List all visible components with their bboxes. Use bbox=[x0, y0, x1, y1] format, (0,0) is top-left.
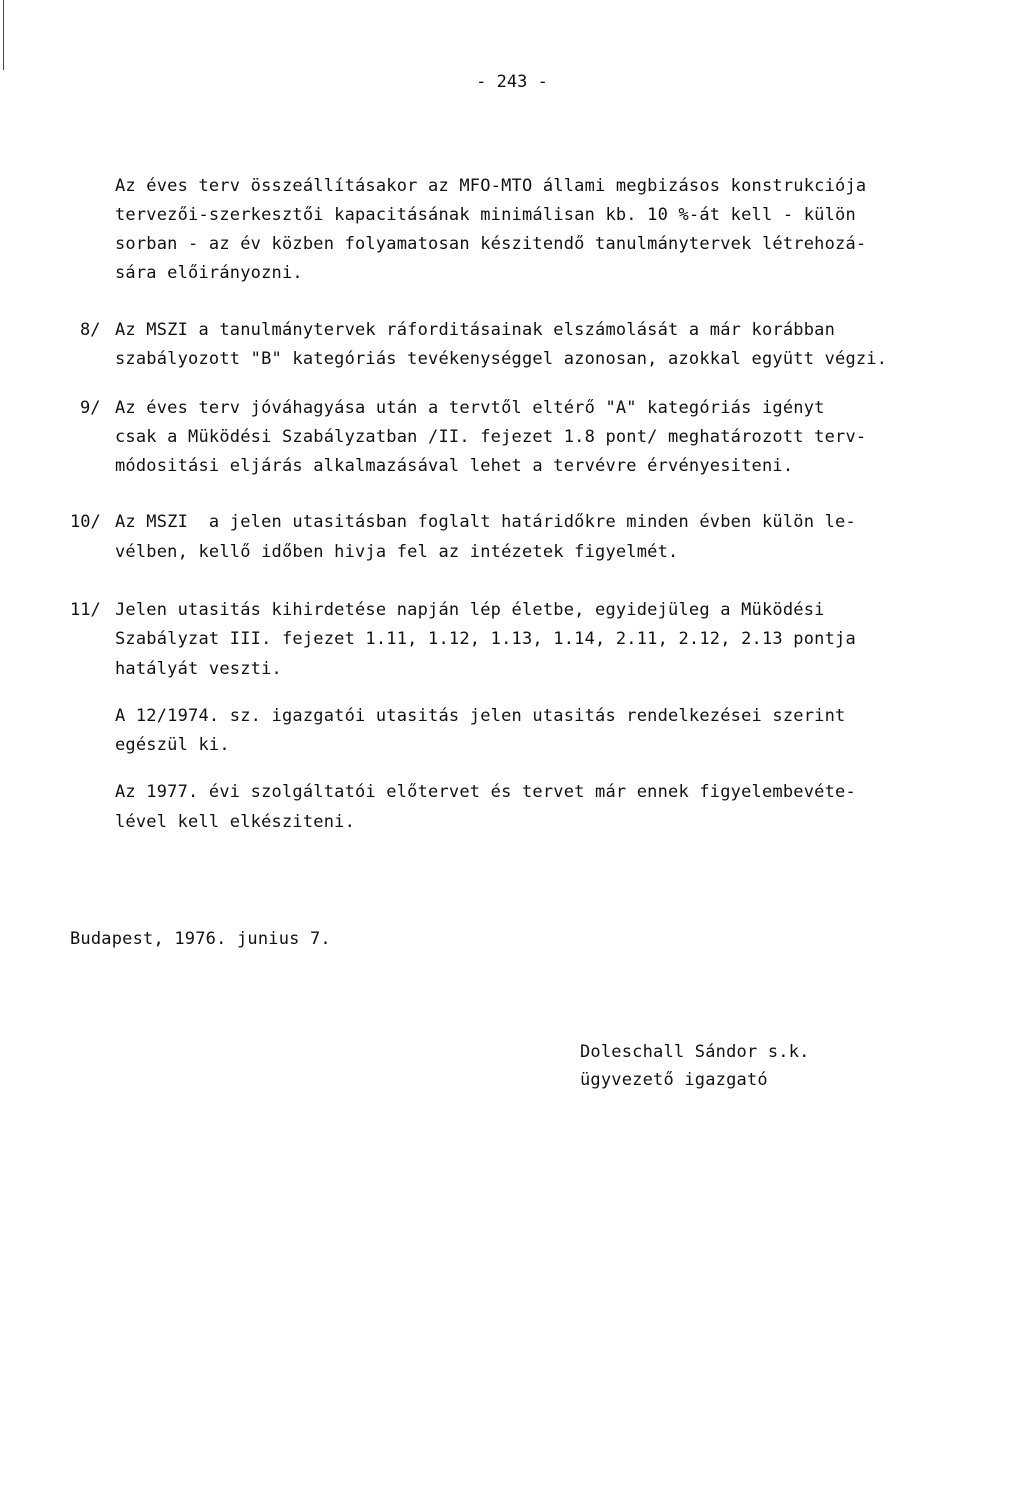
item-line: Az MSZI a tanulmánytervek ráforditásainak elszámolását a már korábban bbox=[115, 320, 836, 340]
intro-line: sorban - az év közben folyamatosan készitendő tanulmánytervek létrehozá- bbox=[115, 234, 867, 254]
place-date: Budapest, 1976. junius 7. bbox=[70, 929, 331, 949]
closing-line: Az 1977. évi szolgáltatói előtervet és tervet már ennek figyelembevéte- bbox=[115, 782, 856, 802]
signatory-title: ügyvezető igazgató bbox=[580, 1070, 768, 1090]
item-number: 10/ bbox=[70, 512, 101, 532]
item-number: 9/ bbox=[80, 398, 101, 418]
item-number: 11/ bbox=[70, 600, 101, 620]
repeal-line: A 12/1974. sz. igazgatói utasitás jelen utasitás rendelkezései szerint bbox=[115, 706, 846, 726]
item-line: Az MSZI a jelen utasitásban foglalt határidőkre minden évben külön le- bbox=[115, 512, 856, 532]
item-line: Jelen utasitás kihirdetése napján lép életbe, egyidejüleg a Müködési bbox=[115, 600, 825, 620]
item-line: Szabályzat III. fejezet 1.11, 1.12, 1.13, 1.14, 2.11, 2.12, 2.13 pontja bbox=[115, 629, 856, 649]
item-line: csak a Müködési Szabályzatban /II. fejezet 1.8 pont/ meghatározott terv- bbox=[115, 427, 867, 447]
repeal-line: egészül ki. bbox=[115, 735, 230, 755]
intro-line: Az éves terv összeállításakor az MFO-MTO állami megbizásos konstrukciója bbox=[115, 176, 867, 196]
item-line: szabályozott "B" kategóriás tevékenységgel azonosan, azokkal együtt végzi. bbox=[115, 349, 888, 369]
item-number: 8/ bbox=[80, 320, 101, 340]
item-line: hatályát veszti. bbox=[115, 659, 282, 679]
item-line: Az éves terv jóváhagyása után a tervtől eltérő "A" kategóriás igényt bbox=[115, 398, 825, 418]
signatory-name: Doleschall Sándor s.k. bbox=[580, 1042, 810, 1062]
closing-line: lével kell elkésziteni. bbox=[115, 812, 356, 832]
scan-edge-line bbox=[3, 0, 4, 70]
page-number: - 243 - bbox=[476, 72, 548, 92]
item-line: vélben, kellő időben hivja fel az intézetek figyelmét. bbox=[115, 542, 679, 562]
item-line: módositási eljárás alkalmazásával lehet a tervévre érvényesiteni. bbox=[115, 456, 794, 476]
intro-line: tervezői-szerkesztői kapacitásának minimálisan kb. 10 %-át kell - külön bbox=[115, 205, 856, 225]
intro-line: sára előirányozni. bbox=[115, 263, 303, 283]
